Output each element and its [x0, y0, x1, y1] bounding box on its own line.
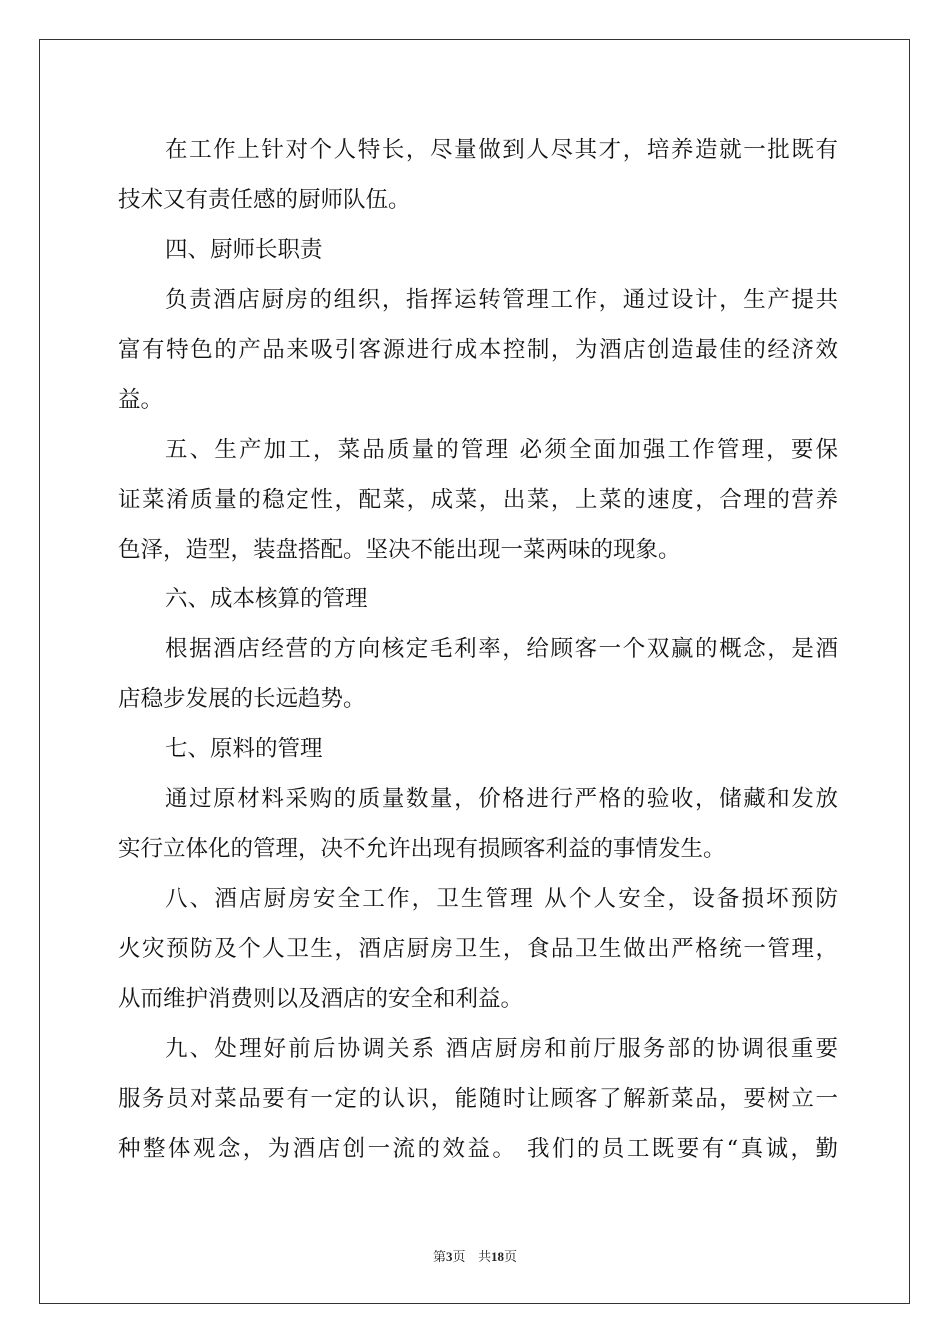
page-unit: 页: [452, 1250, 466, 1265]
paragraph-line: 店稳步发展的长远趋势。: [118, 686, 366, 712]
page-footer: [0, 1247, 950, 1267]
paragraph-line: 五、生产加工，菜品质量的管理 必须全面加强工作管理，要保: [165, 437, 838, 463]
section-heading: 四、厨师长职责: [165, 237, 323, 263]
page-number: 3: [446, 1249, 453, 1264]
paragraph-line: 色泽，造型，装盘搭配。坚决不能出现一菜两味的现象。: [118, 537, 681, 563]
paragraph-line: 实行立体化的管理，决不允许出现有损顾客利益的事情发生。: [118, 836, 726, 862]
paragraph-line: 益。: [118, 387, 164, 413]
total-prefix: 共: [477, 1250, 491, 1265]
paragraph-line: 根据酒店经营的方向核定毛利率，给顾客一个双赢的概念，是酒: [165, 636, 838, 662]
total-pages: 18: [490, 1249, 504, 1264]
paragraph-line: 火灾预防及个人卫生，酒店厨房卫生，食品卫生做出严格统一管理，: [118, 936, 838, 962]
paragraph-line: 八、酒店厨房安全工作，卫生管理 从个人安全，设备损坏预防: [165, 886, 838, 912]
paragraph-line: 富有特色的产品来吸引客源进行成本控制，为酒店创造最佳的经济效: [118, 337, 838, 363]
paragraph-line: 通过原材料采购的质量数量，价格进行严格的验收，储藏和发放: [165, 786, 838, 812]
paragraph-line: 负责酒店厨房的组织，指挥运转管理工作，通过设计，生产提共: [165, 287, 838, 313]
paragraph-line: 种整体观念，为酒店创一流的效益。 我们的员工既要有“真诚，勤: [118, 1136, 838, 1162]
paragraph-line: 服务员对菜品要有一定的认识，能随时让顾客了解新菜品，要树立一: [118, 1086, 838, 1112]
paragraph-line: 在工作上针对个人特长，尽量做到人尽其才，培养造就一批既有: [165, 137, 838, 163]
paragraph-line: 技术又有责任感的厨师队伍。: [118, 187, 411, 213]
total-unit: 页: [503, 1250, 517, 1265]
section-heading: 六、成本核算的管理: [165, 586, 368, 612]
paragraph-line: 从而维护消费则以及酒店的安全和利益。: [118, 986, 524, 1012]
paragraph-line: 九、处理好前后协调关系 酒店厨房和前厅服务部的协调很重要: [165, 1036, 838, 1062]
section-heading: 七、原料的管理: [165, 736, 323, 762]
paragraph-line: 证菜淆质量的稳定性，配菜，成菜，出菜，上菜的速度，合理的营养: [118, 487, 838, 513]
page-prefix: 第: [433, 1250, 447, 1265]
